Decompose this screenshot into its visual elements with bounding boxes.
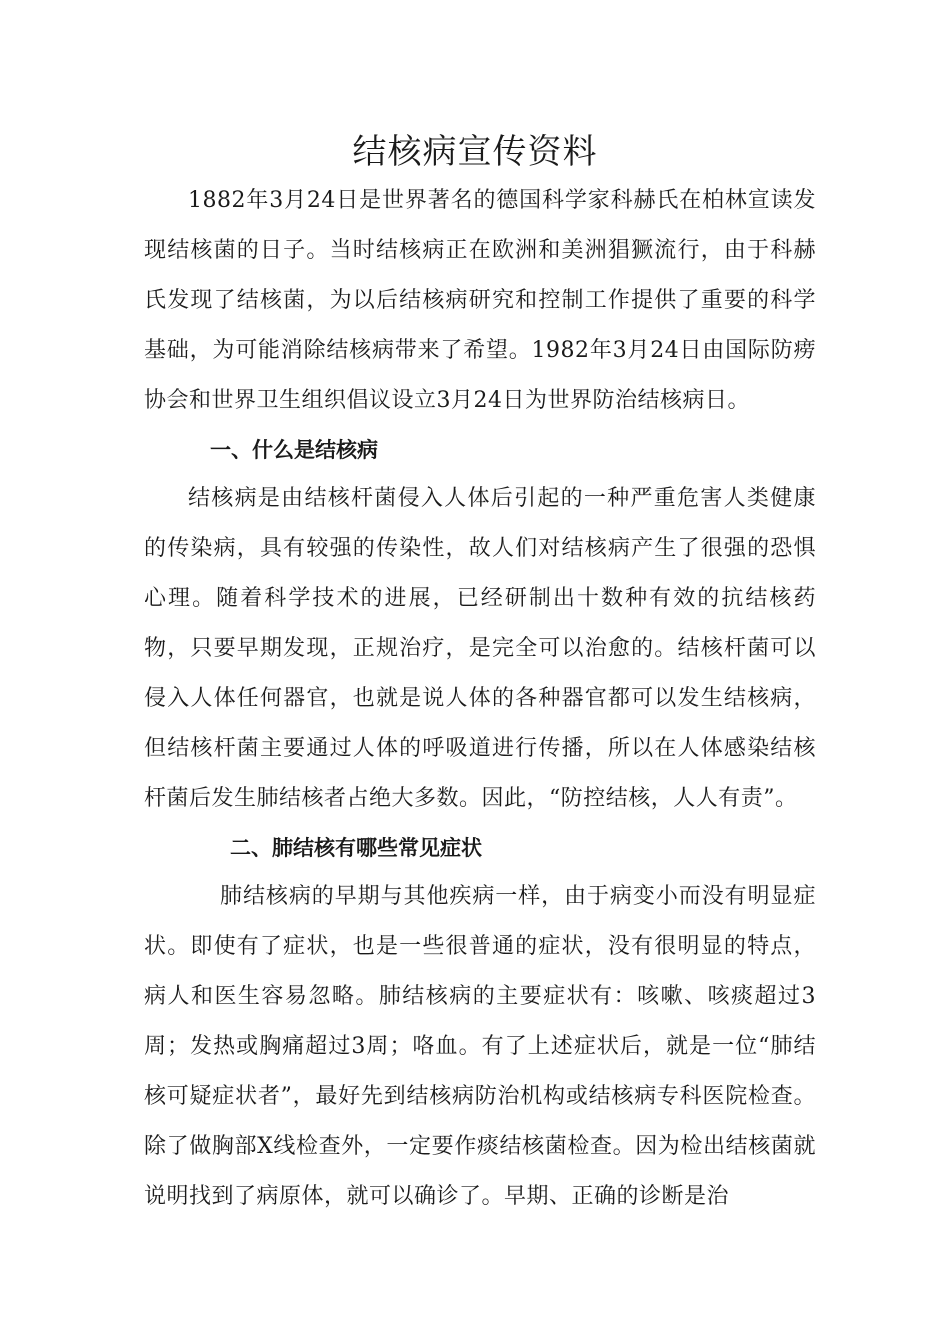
section-body-what-is-tb: 结核病是由结核杆菌侵入人体后引起的一种严重危害人类健康的传染病，具有较强的传染性，故人们对结核病产生了很强的恐惧心理。随着科学技术的进展，已经研制出十数种有效的抗结核药物，只要早期发现，正规治疗，是完全可以治愈的。结核杆菌可以侵入人体任何器官，也就是说人体的各种器官都可以发生结核病，但结核杆菌主要通过人体的呼吸道进行传播，所以在人体感染结核杆菌后发生肺结核者占绝大多数。因此，“防控结核，人人有责”。 [144, 486, 816, 811]
section-heading-what-is-tb: 一、什么是结核病 [210, 438, 378, 462]
intro-paragraph: 1882年3月24日是世界著名的德国科学家科赫氏在柏林宣读发现结核菌的日子。当时结核病正在欧洲和美洲猖獗流行，由于科赫氏发现了结核菌，为以后结核病研究和控制工作提供了重要的科学基础，为可能消除结核病带来了希望。1982年3月24日由国际防痨协会和世界卫生组织倡议设立3月24日为世界防治结核病日。 [144, 188, 816, 413]
section-heading-symptoms: 二、肺结核有哪些常见症状 [230, 836, 482, 860]
document-title: 结核病宣传资料 [352, 132, 598, 172]
section-body-symptoms: 肺结核病的早期与其他疾病一样，由于病变小而没有明显症状。即使有了症状，也是一些很普通的症状，没有很明显的特点，病人和医生容易忽略。肺结核病的主要症状有：咳嗽、咳痰超过3周；发热或胸痛超过3周；咯血。有了上述症状后，就是一位“肺结核可疑症状者”，最好先到结核病防治机构或结核病专科医院检查。除了做胸部X线检查外，一定要作痰结核菌检查。因为检出结核菌就说明找到了病原体，就可以确诊了。早期、正确的诊断是治 [144, 884, 816, 1209]
